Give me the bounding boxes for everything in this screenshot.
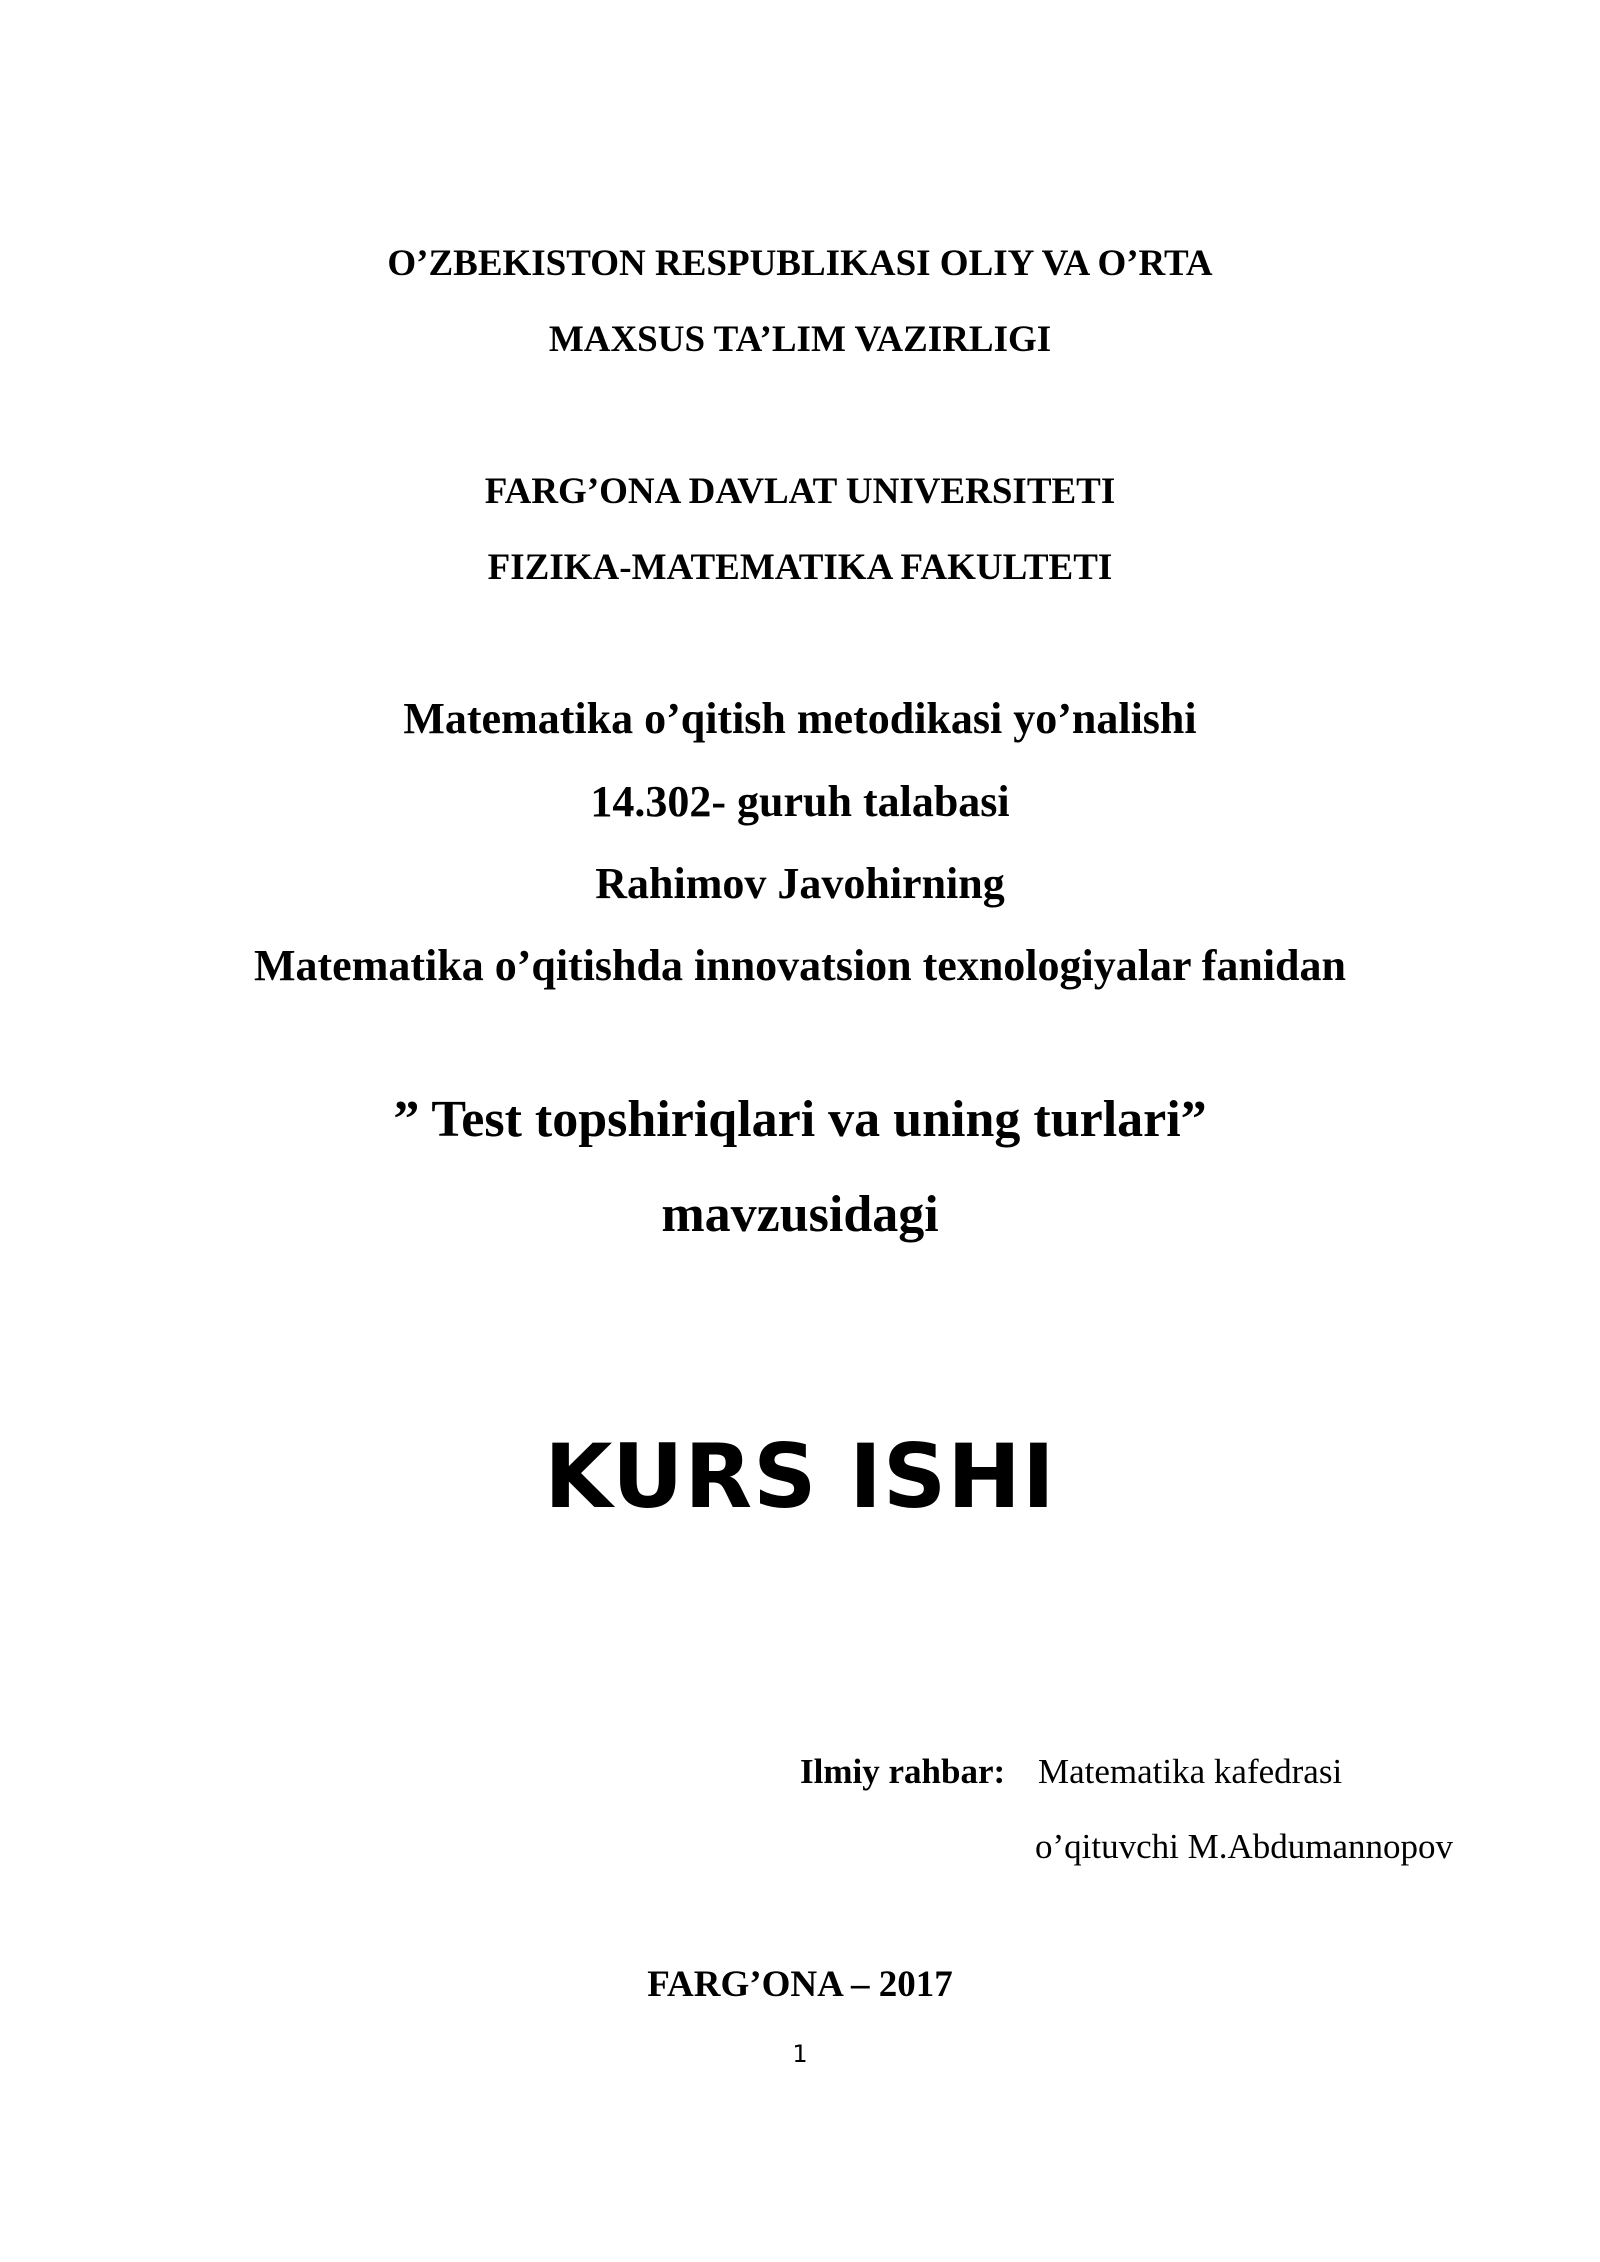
university-name: FARG’ONA DAVLAT UNIVERSITETI (484, 471, 1116, 512)
faculty-name: FIZIKA-MATEMATIKA FAKULTETI (487, 547, 1113, 588)
ministry-line-2: MAXSUS TA’LIM VAZIRLIGI (548, 319, 1052, 360)
supervisor-line-2: o’qituvchi M.Abdumannopov (1035, 1827, 1454, 1866)
student-group: 14.302- guruh talabasi (590, 777, 1010, 826)
ministry-line-1: O’ZBEKISTON RESPUBLIKASI OLIY VA O’RTA (387, 243, 1213, 284)
student-name: Rahimov Javohirning (595, 859, 1005, 908)
topic-title: ” Test topshiriqlari va uning turlari” (393, 1091, 1207, 1148)
supervisor-line-1: Matematika kafedrasi (1038, 1752, 1343, 1791)
supervisor-label (800, 1752, 1005, 1792)
supervisor-label-text: Ilmiy rahbar: (800, 1752, 1006, 1791)
city-year: FARG’ONA – 2017 (647, 1964, 953, 2005)
study-direction: Matematika o’qitish metodikasi yo’nalishi (403, 694, 1197, 743)
work-type-heading: KURS ISHI (544, 1425, 1056, 1528)
page-number: 1 (792, 2040, 808, 2068)
topic-suffix: mavzusidagi (661, 1186, 939, 1243)
subject-name: Matematika o’qitishda innovatsion texnologiyalar fanidan (254, 941, 1346, 990)
